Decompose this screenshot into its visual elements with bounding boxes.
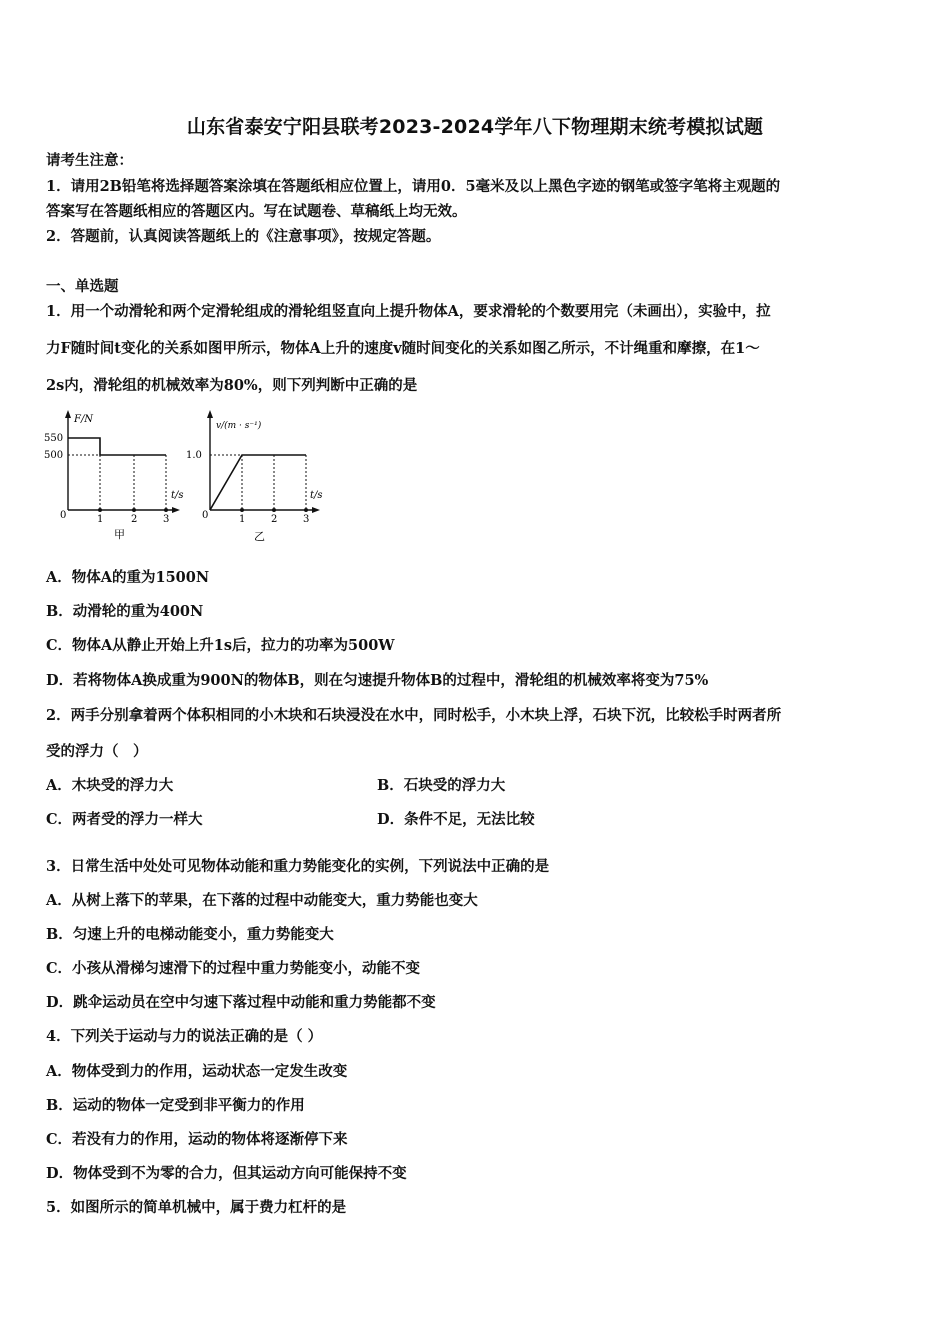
jia-dot-3: [164, 508, 168, 512]
jia-ytick-500: 500: [44, 450, 64, 461]
yi-xlabel: t/s: [310, 490, 323, 501]
yi-velocity-line: [210, 455, 306, 510]
q1-graphs-svg: [40, 408, 340, 553]
jia-xtick-2: 2: [131, 514, 138, 525]
q3-option-a: A．从树上落下的苹果，在下落的过程中动能变大，重力势能也变大: [46, 892, 478, 909]
graph-yi: [186, 410, 323, 543]
q1-option-c: C．物体A从静止开始上升1s后，拉力的功率为500W: [46, 637, 395, 654]
yi-dot-2: [272, 508, 276, 512]
q4-option-a: A．物体受到力的作用，运动状态一定发生改变: [46, 1063, 348, 1080]
q1-figure: [40, 408, 340, 553]
q1-option-a: A．物体A的重为1500N: [46, 569, 210, 586]
jia-dot-2: [132, 508, 136, 512]
jia-dot-1: [98, 508, 102, 512]
yi-xtick-0: 0: [202, 510, 209, 521]
yi-xtick-3: 3: [303, 514, 310, 525]
q5-stem: 5．如图所示的简单机械中，属于费力杠杆的是: [46, 1199, 347, 1216]
jia-y-arrow: [65, 410, 71, 418]
yi-dot-3: [304, 508, 308, 512]
q2-stem-line-2: 受的浮力（ ）: [46, 743, 148, 760]
yi-dot-1: [240, 508, 244, 512]
jia-xtick-3: 3: [163, 514, 170, 525]
q3-option-c: C．小孩从滑梯匀速滑下的过程中重力势能变小，动能不变: [46, 960, 421, 977]
yi-ytick-1.0: 1.0: [186, 450, 202, 461]
q1-stem-line-2: 力F随时间t变化的关系如图甲所示，物体A上升的速度v随时间变化的关系如图乙所示，不计绳重和摩擦，在1～: [46, 340, 760, 357]
jia-xtick-0: 0: [60, 510, 67, 521]
yi-xtick-1: 1: [239, 514, 246, 525]
jia-x-arrow: [172, 507, 180, 513]
graph-jia: [44, 410, 184, 541]
jia-xlabel: t/s: [171, 490, 184, 501]
q1-stem-line-3: 2s内，滑轮组的机械效率为80%，则下列判断中正确的是: [46, 377, 418, 394]
q4-option-b: B．运动的物体一定受到非平衡力的作用: [46, 1097, 305, 1114]
q1-option-b: B．动滑轮的重为400N: [46, 603, 204, 620]
yi-xtick-2: 2: [271, 514, 278, 525]
q4-stem: 4．下列关于运动与力的说法正确的是（ ）: [46, 1028, 323, 1045]
q2-option-c: C．两者受的浮力一样大: [46, 811, 203, 828]
q3-option-b: B．匀速上升的电梯动能变小，重力势能变大: [46, 926, 334, 943]
q2-option-a: A．木块受的浮力大: [46, 777, 174, 794]
jia-ylabel: F/N: [74, 414, 94, 425]
jia-ytick-550: 550: [44, 433, 64, 444]
q1-option-d: D．若将物体A换成重为900N的物体B，则在匀速提升物体B的过程中，滑轮组的机械效率将变为75%: [46, 672, 709, 689]
section-heading: 一、单选题: [46, 278, 119, 295]
notice-heading: 请考生注意：: [46, 152, 133, 169]
q4-option-d: D．物体受到不为零的合力，但其运动方向可能保持不变: [46, 1165, 407, 1182]
q4-option-c: C．若没有力的作用，运动的物体将逐渐停下来: [46, 1131, 348, 1148]
q2-option-d: D．条件不足，无法比较: [377, 811, 535, 828]
q2-stem-line-1: 2．两手分别拿着两个体积相同的小木块和石块浸没在水中，同时松手，小木块上浮，石块下沉，比较松手时两者所: [46, 707, 782, 724]
q3-option-d: D．跳伞运动员在空中匀速下落过程中动能和重力势能都不变: [46, 994, 436, 1011]
q3-stem: 3．日常生活中处处可见物体动能和重力势能变化的实例，下列说法中正确的是: [46, 858, 550, 875]
q2-option-b: B．石块受的浮力大: [377, 777, 506, 794]
yi-caption: 乙: [254, 530, 265, 543]
yi-x-arrow: [312, 507, 320, 513]
yi-ylabel: v/(m · s⁻¹): [216, 421, 262, 431]
jia-xtick-1: 1: [97, 514, 104, 525]
yi-y-arrow: [207, 410, 213, 418]
page-title: 山东省泰安宁阳县联考2023-2024学年八下物理期末统考模拟试题: [186, 116, 764, 138]
notice-item-1-line-2: 答案写在答题纸相应的答题区内。写在试题卷、草稿纸上均无效。: [46, 203, 467, 220]
notice-item-1-line-1: 1．请用2B铅笔将选择题答案涂填在答题纸相应位置上，请用0．5毫米及以上黑色字迹的钢笔或签字笔将主观题的: [46, 178, 781, 195]
jia-force-line: [68, 438, 166, 455]
jia-caption: 甲: [114, 528, 125, 541]
q1-stem-line-1: 1．用一个动滑轮和两个定滑轮组成的滑轮组竖直向上提升物体A，要求滑轮的个数要用完（未画出），实验中，拉: [46, 303, 771, 320]
notice-item-2: 2．答题前，认真阅读答题纸上的《注意事项》，按规定答题。: [46, 228, 441, 245]
